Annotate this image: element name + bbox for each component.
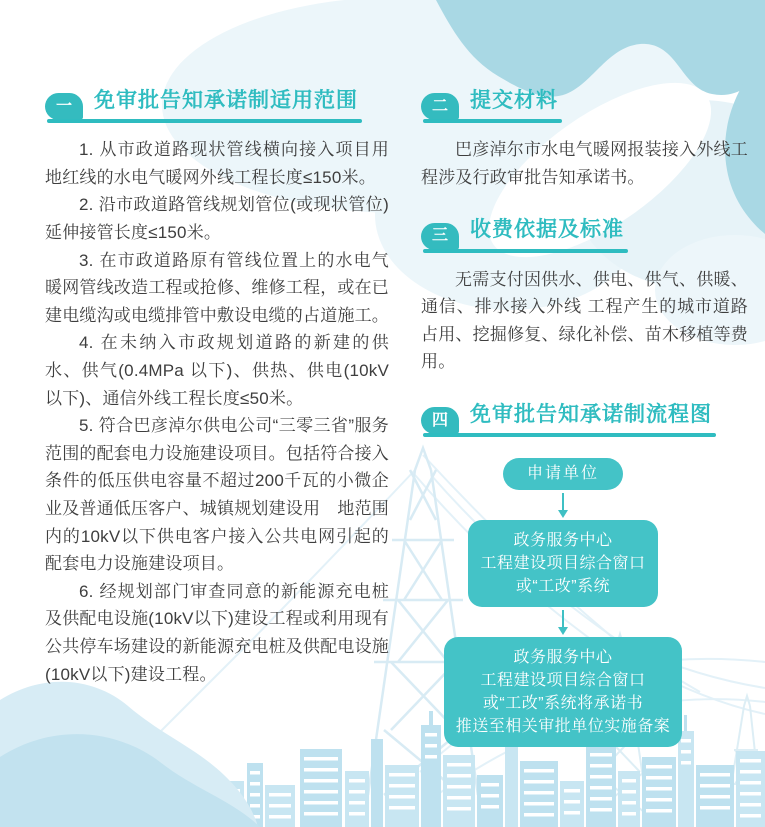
section2-number-badge: 二 <box>421 93 459 120</box>
flow-arrow-icon <box>558 610 568 635</box>
section4-title: 免审批告知承诺制流程图 <box>470 403 712 427</box>
section3-number-badge: 三 <box>421 223 459 250</box>
section1-title: 免审批告知承诺制适用范围 <box>94 89 358 112</box>
section3-paragraph: 无需支付因供水、供电、供气、供暖、通信、排水接入外线 工程产生的城市道路占用、挖掘修复、绿化补偿、苗木移植等费用。 <box>421 269 748 372</box>
section2-header <box>421 88 558 123</box>
section1-paragraph: 6. 经规划部门审查同意的新能源充电桩及供配电设施(10kV以下)建设工程或利用现有公共停车场建设的新能源充电桩及供配电设施(10kV以下)建设工程。 <box>45 581 389 684</box>
flow-node-service-center: 政务服务中心 工程建设项目综合窗口 或“工改”系统 <box>468 520 657 607</box>
section2-body <box>421 136 748 191</box>
section3-title: 收费依据及标准 <box>470 218 624 242</box>
section1-paragraph: 5. 符合巴彦淖尔供电公司“三零三省”服务范围的配套电力设施建设项目。包括符合接入条件的低压供电容量不超过200千瓦的小微企业及普通低压客户、城镇规划建设用 地范围内的10kV以下供电客户接入公共电网引起的配套电力设施建设项目。 <box>45 416 389 574</box>
left-column <box>45 88 389 688</box>
section1-paragraph: 2. 沿市政道路管线规划管位(或现状管位)延伸接管长度≤150米。 <box>45 195 389 243</box>
flow-node-applicant: 申请单位 <box>503 458 623 490</box>
section1-body <box>45 136 389 688</box>
section1-number-badge: 一 <box>45 93 83 120</box>
section2-title: 提交材料 <box>470 89 558 112</box>
section4-header <box>421 402 712 437</box>
section1-paragraph: 3. 在市政道路原有管线位置上的水电气暖网管线改造工程或抢修、维修工程，或在已建电缆沟或电缆排管中敷设电缆的占道施工。 <box>45 250 389 325</box>
flow-arrow-icon <box>558 493 568 518</box>
hills <box>0 682 260 827</box>
section1-paragraph: 4. 在未纳入市政规划道路的新建的供水、供气(0.4MPa 以下)、供热、供电(10kV以下)、通信外线工程长度≤50米。 <box>45 333 389 408</box>
right-column <box>421 88 748 747</box>
flow-node-record-filing: 政务服务中心 工程建设项目综合窗口 或“工改”系统将承诺书 推送至相关审批单位实施备案 <box>444 637 683 747</box>
flowchart <box>421 458 705 747</box>
section1-paragraph: 1. 从市政道路现状管线横向接入项目用地红线的水电气暖网外线工程长度≤150米。 <box>45 140 389 187</box>
section1-header <box>45 88 358 123</box>
section3-body <box>421 266 748 376</box>
section3-header <box>421 217 624 252</box>
section4-number-badge: 四 <box>421 407 459 434</box>
section2-paragraph: 巴彦淖尔市水电气暖网报装接入外线工程涉及行政审批告知承诺书。 <box>421 140 748 187</box>
